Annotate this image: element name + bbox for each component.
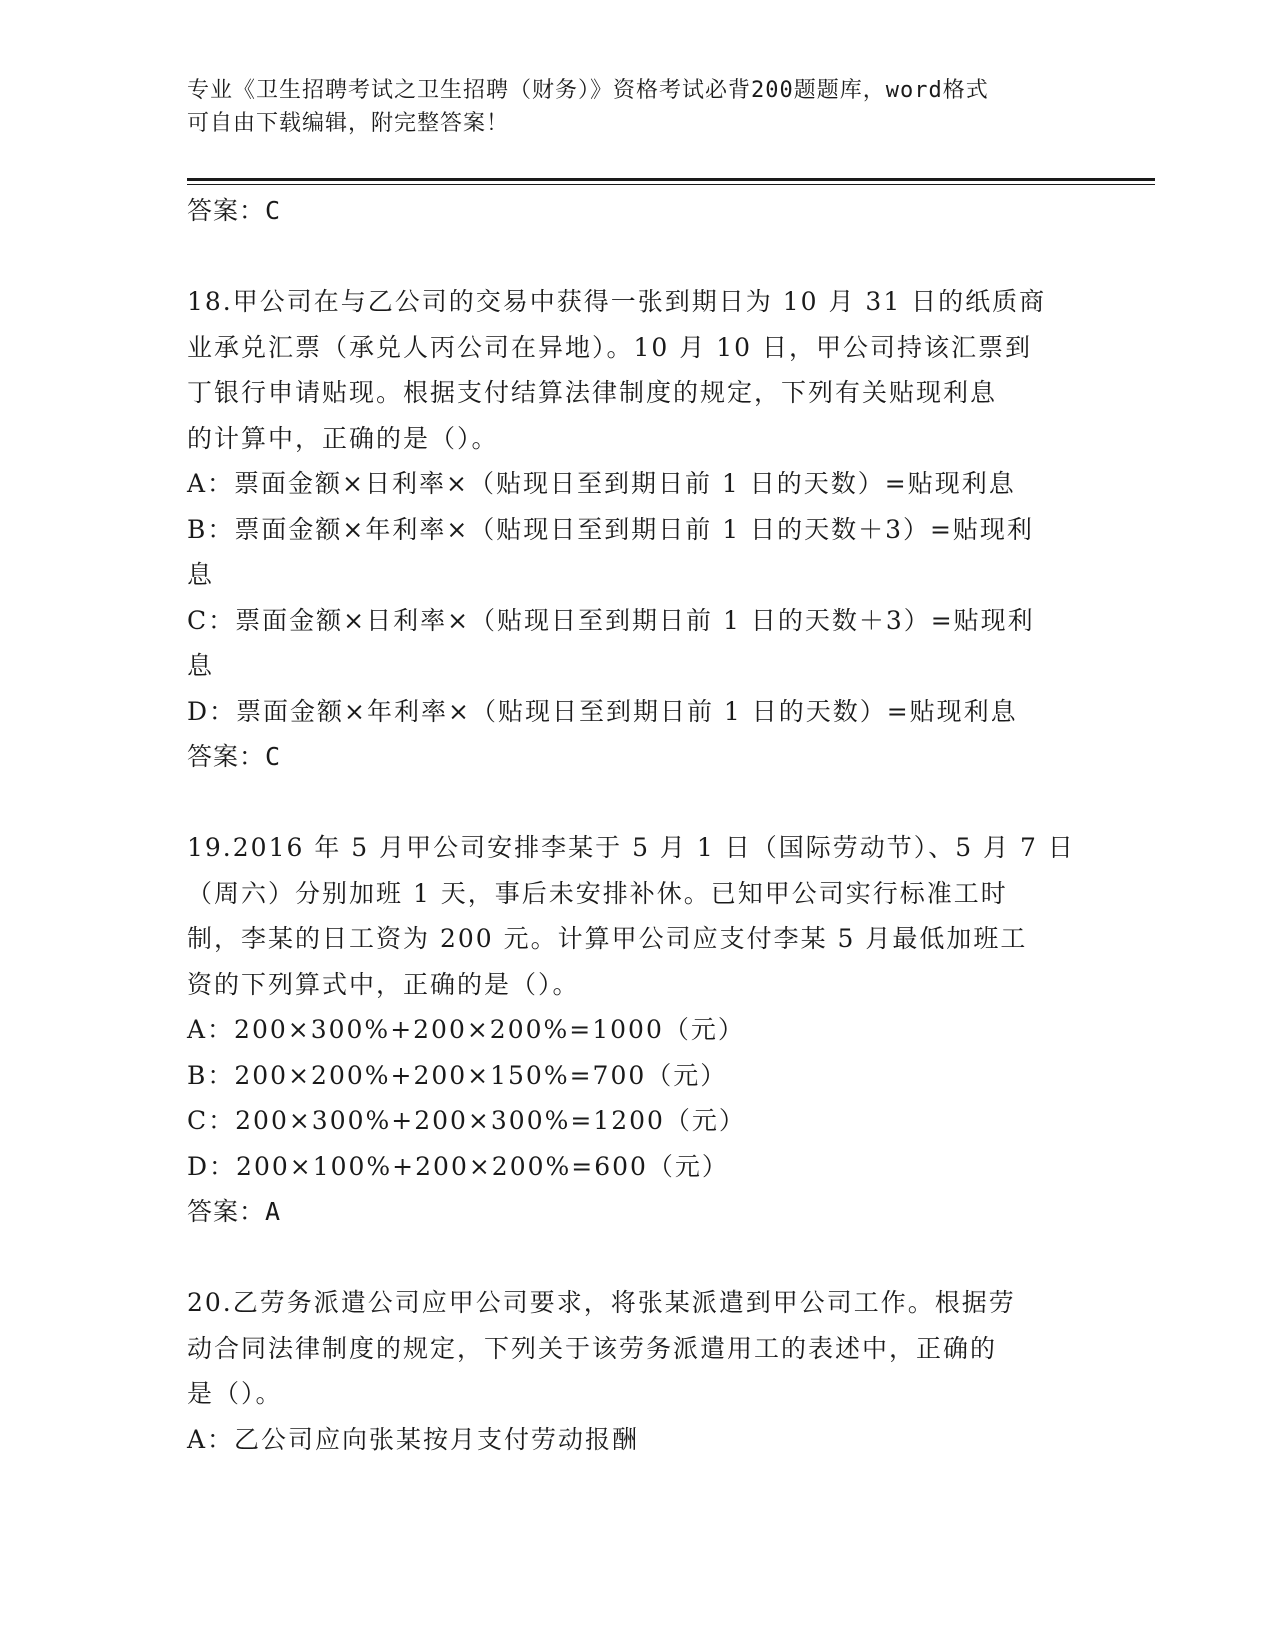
question-stem-line: （周六）分别加班 1 天，事后未安排补休。已知甲公司实行标准工时 <box>187 878 1008 908</box>
question-stem-line: 业承兑汇票（承兑人丙公司在异地）。10 月 10 日，甲公司持该汇票到 <box>187 332 1032 362</box>
option-c-continued: 息 <box>187 651 215 680</box>
question-stem-line: 制，李某的日工资为 200 元。计算甲公司应支付李某 5 月最低加班工 <box>187 924 1028 953</box>
page-header <box>187 74 1067 140</box>
header-rule <box>187 178 1155 181</box>
question-19 <box>187 825 1087 1235</box>
previous-answer: 答案：C <box>187 196 282 225</box>
question-18 <box>187 279 1087 780</box>
option-c: C：票面金额×日利率×（贴现日至到期日前 1 日的天数＋3）=贴现利 <box>187 605 1035 635</box>
spacer <box>187 780 1087 826</box>
option-b: B：票面金额×年利率×（贴现日至到期日前 1 日的天数＋3）=贴现利 <box>187 514 1034 544</box>
header-rule-thin <box>187 184 1155 185</box>
question-stem-line: 丁银行申请贴现。根据支付结算法律制度的规定，下列有关贴现利息 <box>187 378 998 407</box>
question-stem-line: 动合同法律制度的规定，下列关于该劳务派遣用工的表述中，正确的 <box>187 1333 998 1363</box>
option-a: A：200×300%+200×200%=1000（元） <box>187 1015 745 1044</box>
answer: 答案：C <box>187 742 282 771</box>
question-stem-line: 20.乙劳务派遣公司应甲公司要求，将张某派遣到甲公司工作。根据劳 <box>187 1288 1016 1317</box>
question-content <box>187 188 1087 1462</box>
header-line-1: 专业《卫生招聘考试之卫生招聘（财务）》资格考试必背200题题库，word格式 <box>187 78 989 103</box>
option-a: A：乙公司应向张某按月支付劳动报酬 <box>187 1424 640 1454</box>
option-a: A：票面金额×日利率×（贴现日至到期日前 1 日的天数）=贴现利息 <box>187 469 1016 498</box>
spacer <box>187 1235 1087 1281</box>
option-b: B：200×200%+200×150%=700（元） <box>187 1060 728 1090</box>
question-stem-line: 资的下列算式中，正确的是（）。 <box>187 969 580 999</box>
option-b-continued: 息 <box>187 560 215 589</box>
question-stem-line: 19.2016 年 5 月甲公司安排李某于 5 月 1 日（国际劳动节）、5 月 7 日 <box>187 833 1075 862</box>
answer: 答案：A <box>187 1197 282 1226</box>
question-stem-line: 是（）。 <box>187 1379 283 1408</box>
spacer <box>187 234 1087 280</box>
question-stem-line: 的计算中，正确的是（）。 <box>187 423 499 453</box>
question-20 <box>187 1280 1087 1462</box>
option-c: C：200×300%+200×300%=1200（元） <box>187 1106 746 1135</box>
header-line-2: 可自由下载编辑，附完整答案！ <box>187 111 510 136</box>
option-d: D：票面金额×年利率×（贴现日至到期日前 1 日的天数）=贴现利息 <box>187 696 1018 726</box>
question-stem-line: 18.甲公司在与乙公司的交易中获得一张到期日为 10 月 31 日的纸质商 <box>187 287 1047 316</box>
option-d: D：200×100%+200×200%=600（元） <box>187 1151 729 1181</box>
